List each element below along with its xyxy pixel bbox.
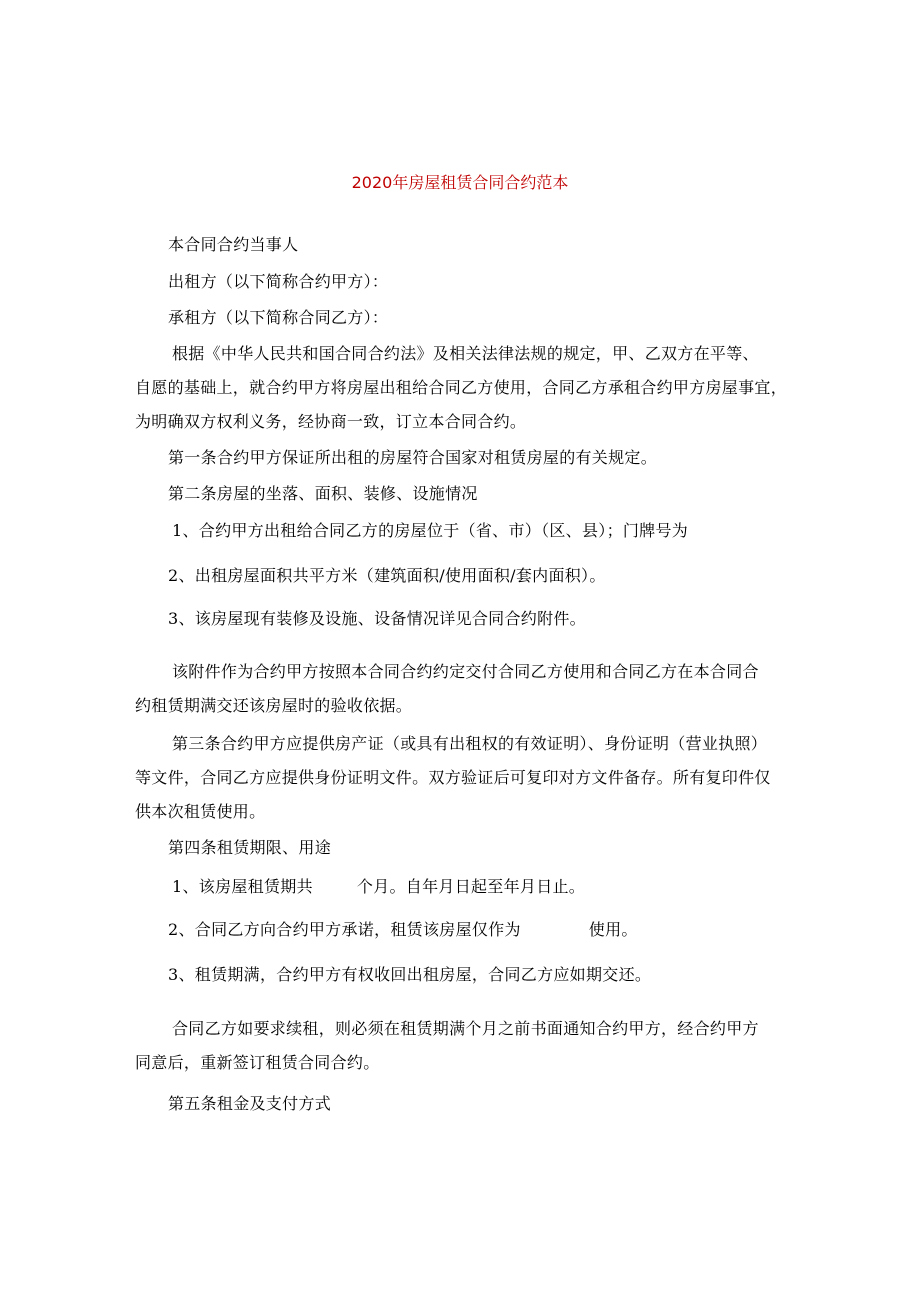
- article-3-line-1: 第三条合约甲方应提供房产证（或具有出租权的有效证明）、身份证明（营业执照）: [172, 734, 768, 753]
- article-4-item-2: [168, 920, 638, 940]
- article-4-item-1: [172, 877, 585, 897]
- lessor-line: 出租方（以下简称合约甲方）：: [168, 272, 389, 291]
- article-2-item-3: 3、该房屋现有装修及设施、设备情况详见合同合约附件。: [168, 609, 586, 628]
- parties-heading: 本合同合约当事人: [168, 235, 299, 254]
- attachment-line-2: 约租赁期满交还该房屋时的验收依据。: [135, 696, 413, 715]
- article-2-item-2: 2、出租房屋面积共平方米（建筑面积/使用面积/套内面积）。: [168, 566, 606, 585]
- purpose-text-after: 使用。: [588, 920, 638, 939]
- renewal-line-2: 同意后，重新签订租赁合同合约。: [135, 1053, 380, 1072]
- article-4-item-3: 3、租赁期满，合约甲方有权收回出租房屋，合同乙方应如期交还。: [168, 965, 652, 984]
- article-3-line-3: 供本次租赁使用。: [135, 802, 266, 821]
- attachment-line-1: 该附件作为合约甲方按照本合同合约约定交付合同乙方使用和合同乙方在本合同合: [172, 662, 759, 681]
- term-text-after: 个月。自年月日起至年月日止。: [356, 877, 586, 896]
- renewal-line-1: 合同乙方如要求续租，则必须在租赁期满个月之前书面通知合约甲方，经合约甲方: [172, 1019, 759, 1038]
- article-1: 第一条合约甲方保证所出租的房屋符合国家对租赁房屋的有关规定。: [168, 448, 658, 467]
- preamble-line-2: 自愿的基础上，就合约甲方将房屋出租给合同乙方使用，合同乙方承租合约甲方房屋事宜，: [135, 378, 788, 397]
- article-2-heading: 第二条房屋的坐落、面积、装修、设施情况: [168, 484, 478, 503]
- lessee-line: 承租方（以下简称合同乙方）：: [168, 308, 389, 327]
- purpose-text-before: 2、合同乙方向合约甲方承诺，租赁该房屋仅作为: [168, 920, 521, 939]
- document-title: 2020年房屋租赁合同合约范本: [351, 173, 569, 192]
- article-2-item-1: 1、合约甲方出租给合同乙方的房屋位于（省、市）（区、县）；门牌号为: [172, 521, 689, 540]
- preamble-line-1: 根据《中华人民共和国合同合约法》及相关法律法规的规定，甲、乙双方在平等、: [172, 344, 759, 363]
- article-5-heading: 第五条租金及支付方式: [168, 1094, 332, 1113]
- preamble-line-3: 为明确双方权利义务，经协商一致，订立本合同合约。: [135, 412, 527, 431]
- article-4-heading: 第四条租赁期限、用途: [168, 838, 332, 857]
- term-text-before: 1、该房屋租赁期共: [172, 877, 313, 896]
- article-3-line-2: 等文件，合同乙方应提供身份证明文件。双方验证后可复印对方文件备存。所有复印件仅: [135, 768, 771, 787]
